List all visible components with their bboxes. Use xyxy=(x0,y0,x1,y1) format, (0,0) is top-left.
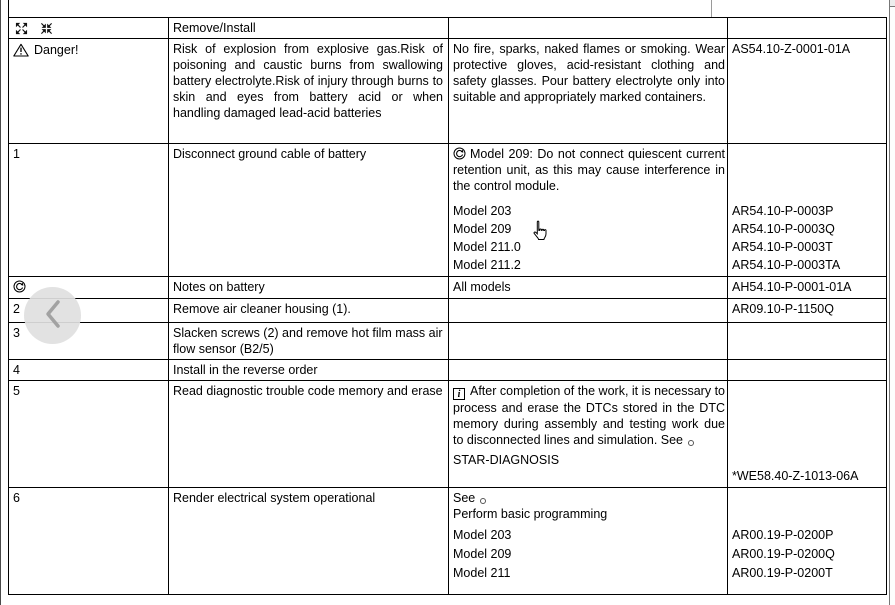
table-left-border-extension xyxy=(8,0,9,18)
cell-step xyxy=(9,360,169,380)
doc-list xyxy=(732,146,881,274)
cell-note xyxy=(449,299,728,322)
step-number: 6 xyxy=(13,491,20,505)
doc-code-link[interactable]: AR00.19-P-0200Q xyxy=(732,547,835,561)
section-title: Remove/Install xyxy=(173,21,256,35)
doc-code-link[interactable]: AR00.19-P-0200P xyxy=(732,528,834,542)
cell-doc xyxy=(728,39,886,143)
step-number: 4 xyxy=(13,363,20,377)
cell-doc xyxy=(728,277,886,298)
note-text: After completion of the work, it is necessary to process and erase the DTCs stored in the DTC memory during assembly and testing work due to disconnected lines and simulation. See xyxy=(453,384,725,447)
danger-precaution-text: No fire, sparks, naked flames or smoking. Wear protective gloves, acid-resistant clothing and safety glasses. Pour battery electrolyte only into suitable and appropriately marked containers. xyxy=(453,42,725,104)
model-label: Model 203 xyxy=(453,528,512,542)
cell-operation xyxy=(169,299,449,322)
doc-code-link[interactable]: *WE58.40-Z-1013-06A xyxy=(732,469,859,483)
step-number: 2 xyxy=(13,302,20,316)
doc-code-link[interactable]: AR54.10-P-0003T xyxy=(732,240,833,254)
note-paragraph xyxy=(453,383,725,448)
model-label: Model 211.2 xyxy=(453,258,521,272)
scrollbar-button[interactable] xyxy=(890,0,895,7)
row-step-2 xyxy=(9,299,886,323)
step-number: 3 xyxy=(13,326,20,340)
cell-note xyxy=(449,381,728,487)
circled-arrow-note-icon xyxy=(453,147,466,160)
operation-text: Slacken screws (2) and remove hot film mass air flow sensor (B2/5) xyxy=(173,326,443,356)
cell-doc xyxy=(728,299,886,322)
collapse-arrows-icon[interactable] xyxy=(40,22,53,35)
cell-doc xyxy=(728,360,886,380)
back-button[interactable] xyxy=(24,287,81,344)
cell-doc xyxy=(728,323,886,359)
back-chevron-icon xyxy=(44,299,62,332)
model-label: Model 211.0 xyxy=(453,240,521,254)
model-label: Model 203 xyxy=(453,204,512,218)
operation-text: Remove air cleaner housing (1). xyxy=(173,302,351,316)
cell-operation xyxy=(169,277,449,298)
cell-note xyxy=(449,144,728,276)
operation-text: Read diagnostic trouble code memory and erase xyxy=(173,384,443,398)
note-text: Model 209: Do not connect quiescent current retention unit, as this may cause interference in the control module. xyxy=(453,147,725,193)
row-step-4 xyxy=(9,360,886,381)
info-icon xyxy=(453,388,465,400)
cell-operation xyxy=(169,360,449,380)
clipped-line-artifact xyxy=(711,0,712,17)
operation-text: Disconnect ground cable of battery xyxy=(173,147,367,161)
model-label: Model 209 xyxy=(453,222,512,236)
doc-code-link[interactable]: AR09.10-P-1150Q xyxy=(732,302,834,316)
see-text: See xyxy=(453,491,476,505)
doc-code-link[interactable]: AH54.10-P-0001-01A xyxy=(732,280,852,294)
cell-step xyxy=(9,144,169,276)
note-paragraph xyxy=(453,146,725,194)
model-scope: All models xyxy=(453,280,511,294)
cell-note xyxy=(449,323,728,359)
warning-triangle-icon xyxy=(13,43,29,57)
model-label: Model 211 xyxy=(453,566,511,580)
doc-code-link[interactable]: AS54.10-Z-0001-01A xyxy=(732,42,851,56)
vertical-scrollbar[interactable] xyxy=(889,0,895,605)
operation-text: Install in the reverse order xyxy=(173,363,318,377)
row-step-5 xyxy=(9,381,886,488)
cell-operation xyxy=(169,323,449,359)
danger-risk-text: Risk of explosion from explosive gas.Risk of poisoning and caustic burns from swallowing battery electrolyte.Risk of injury through burns to skin and eyes from battery acid or when handling damaged lead-acid batteries xyxy=(173,42,443,120)
cell-doc xyxy=(728,144,886,276)
see-reference-icon[interactable] xyxy=(688,440,694,446)
operation-text: Notes on battery xyxy=(173,280,265,294)
cell-step xyxy=(9,488,169,594)
cell-step xyxy=(9,39,169,143)
doc-list xyxy=(732,490,881,583)
basic-programming-link[interactable]: Perform basic programming xyxy=(453,507,608,521)
model-list xyxy=(453,526,725,583)
row-step-3 xyxy=(9,323,886,360)
window-left-edge xyxy=(0,0,1,605)
cell-doc xyxy=(728,381,886,487)
cell-note xyxy=(449,488,728,594)
see-reference-icon[interactable] xyxy=(480,498,486,504)
procedure-table xyxy=(8,17,887,595)
cell-doc xyxy=(728,488,886,594)
doc-code-link[interactable]: AR00.19-P-0200T xyxy=(732,566,833,580)
cell-operation xyxy=(169,144,449,276)
cell-step-header xyxy=(9,18,169,38)
step-number: 1 xyxy=(13,147,20,161)
danger-label: Danger! xyxy=(34,43,79,57)
cell-note-header xyxy=(449,18,728,38)
row-step-1 xyxy=(9,144,886,277)
star-diagnosis-link[interactable]: STAR-DIAGNOSIS xyxy=(453,453,560,467)
doc-code-link[interactable]: AR54.10-P-0003P xyxy=(732,204,834,218)
info-glyph: i xyxy=(457,389,461,400)
cell-note xyxy=(449,360,728,380)
doc-code-link[interactable]: AR54.10-P-0003Q xyxy=(732,222,835,236)
cell-step xyxy=(9,381,169,487)
row-header xyxy=(9,18,886,39)
row-danger xyxy=(9,39,886,144)
cell-note xyxy=(449,39,728,143)
expand-arrows-icon[interactable] xyxy=(15,22,28,35)
operation-text: Render electrical system operational xyxy=(173,491,376,505)
cell-note xyxy=(449,277,728,298)
row-step-6 xyxy=(9,488,886,594)
row-battery-notes xyxy=(9,277,886,299)
cell-operation-header xyxy=(169,18,449,38)
circled-arrow-note-icon xyxy=(13,280,26,293)
doc-code-link[interactable]: AR54.10-P-0003TA xyxy=(732,258,841,272)
doc-list xyxy=(732,383,881,485)
cell-operation xyxy=(169,381,449,487)
cell-doc-header xyxy=(728,18,886,38)
cell-operation xyxy=(169,488,449,594)
cell-operation xyxy=(169,39,449,143)
step-number: 5 xyxy=(13,384,20,398)
model-list xyxy=(453,202,725,274)
see-line xyxy=(453,490,725,506)
model-label: Model 209 xyxy=(453,547,512,561)
